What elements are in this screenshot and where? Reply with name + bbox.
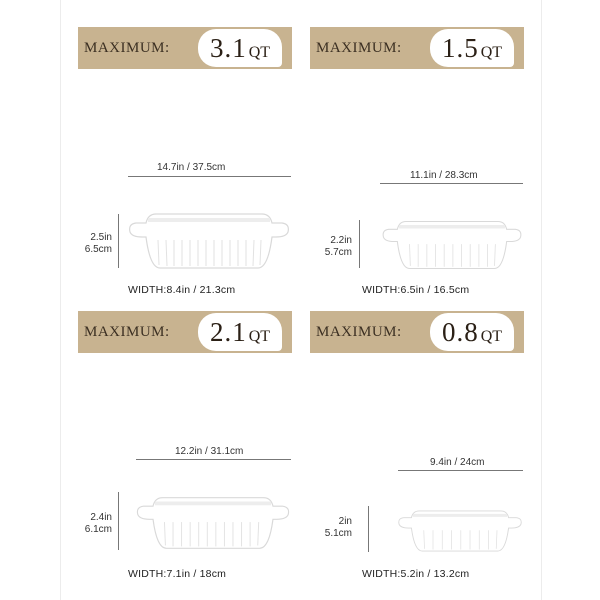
capacity-badge [198, 313, 282, 351]
dish-icon [126, 210, 292, 272]
dish-icon [380, 218, 524, 272]
length-line [128, 176, 291, 177]
capacity-banner [310, 311, 524, 353]
maximum-label: MAXIMUM: [84, 40, 170, 56]
width-dimension: WIDTH:5.2in / 13.2cm [362, 568, 470, 580]
capacity-banner [78, 27, 292, 69]
capacity-unit: QT [248, 44, 271, 61]
capacity-badge [430, 313, 514, 351]
length-line [380, 183, 523, 184]
width-dimension: WIDTH:7.1in / 18cm [128, 568, 227, 580]
length-line [136, 459, 291, 460]
length-dimension: 11.1in / 28.3cm [410, 170, 478, 181]
height-dimension [322, 516, 352, 540]
height-inches: 2.5in [90, 232, 112, 243]
capacity-banner [310, 27, 524, 69]
height-line [118, 214, 119, 268]
dish-icon [134, 494, 292, 552]
capacity-value: 1.5 [441, 33, 479, 63]
height-inches: 2in [338, 516, 352, 527]
height-dimension [78, 512, 112, 536]
height-line [359, 220, 360, 268]
dish-card-large [60, 0, 300, 300]
height-line [118, 492, 119, 550]
length-dimension: 14.7in / 37.5cm [157, 162, 226, 173]
capacity-value: 0.8 [441, 317, 479, 347]
capacity-banner [78, 311, 292, 353]
dish-card-medium [60, 300, 300, 600]
width-dimension: WIDTH:8.4in / 21.3cm [128, 284, 236, 296]
maximum-label: MAXIMUM: [316, 324, 402, 340]
capacity-badge [430, 29, 514, 67]
capacity-unit: QT [248, 328, 271, 345]
length-line [398, 470, 523, 471]
dish-card-mini [300, 300, 540, 600]
height-centimeters: 6.5cm [84, 244, 112, 255]
capacity-value: 3.1 [209, 33, 247, 63]
height-inches: 2.4in [90, 512, 112, 523]
height-inches: 2.2in [330, 235, 352, 246]
dish-card-small [300, 0, 540, 300]
capacity-unit: QT [480, 44, 503, 61]
capacity-badge [198, 29, 282, 67]
height-line [368, 506, 369, 552]
dish-icon [396, 508, 524, 554]
length-dimension: 9.4in / 24cm [430, 457, 485, 468]
maximum-label: MAXIMUM: [316, 40, 402, 56]
maximum-label: MAXIMUM: [84, 324, 170, 340]
height-centimeters: 6.1cm [84, 524, 112, 535]
height-centimeters: 5.7cm [324, 247, 352, 258]
height-dimension [318, 235, 352, 259]
capacity-unit: QT [480, 328, 503, 345]
width-dimension: WIDTH:6.5in / 16.5cm [362, 284, 470, 296]
length-dimension: 12.2in / 31.1cm [175, 446, 244, 457]
height-dimension [78, 232, 112, 256]
capacity-value: 2.1 [209, 317, 247, 347]
height-centimeters: 5.1cm [324, 528, 352, 539]
